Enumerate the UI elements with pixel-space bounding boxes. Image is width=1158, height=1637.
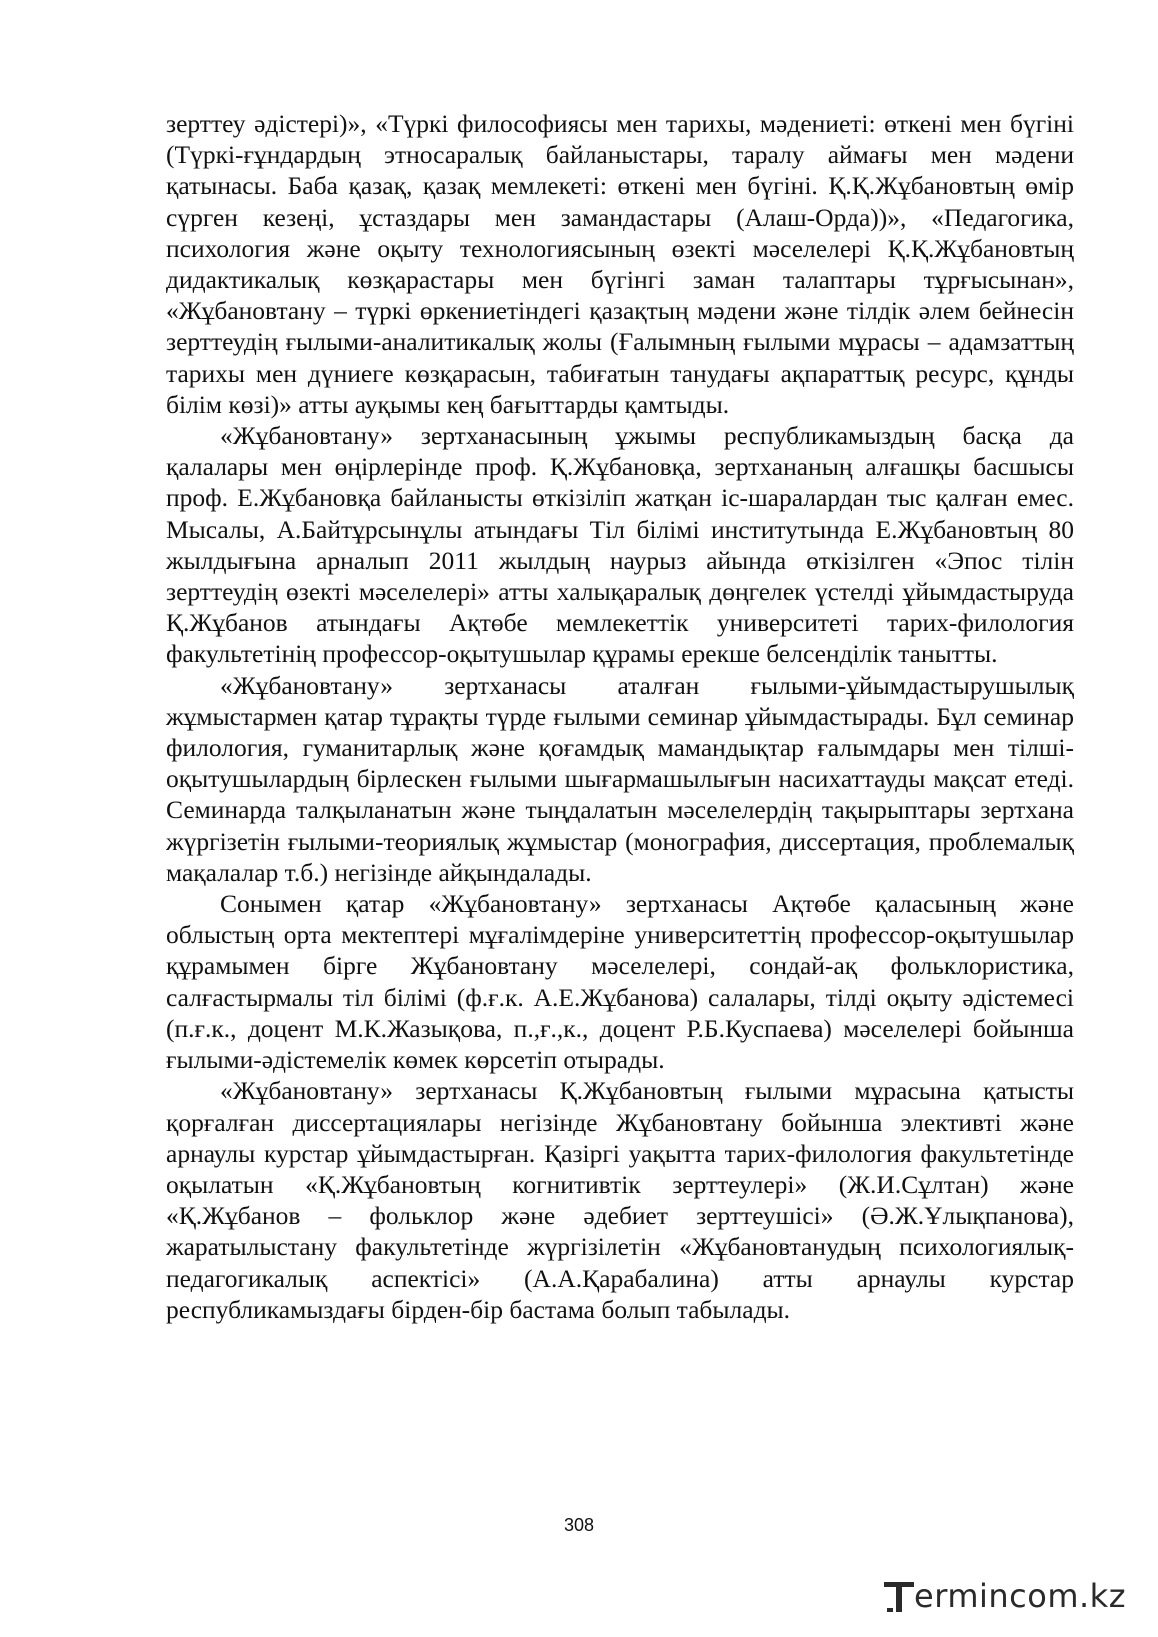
- paragraph-5: «Жұбановтану» зертханасы Қ.Жұбановтың ғылыми мұрасына қатысты қорғалған диссертациялары негізінде Жұбановтану бойынша элективті және арнаулы курстар ұйымдастырған. Қазіргі уақытта тарих-филология факультетінде оқылатын «Қ.Жұбановтың когнитивтік зерттеулері» (Ж.И.Сұлтан) және «Қ.Жұбанов – фольклор және әдебиет зерттеушісі» (Ә.Ж.Ұлықпанова), жаратылыстану факультетінде жүргізілетін «Жұбановтанудың психологиялық-педагогикалық аспектісі» (А.А.Қарабалина) атты арнаулы курстар республикамыздағы бірден-бір бастама болып табылады.: [166, 1076, 1074, 1324]
- paragraph-4: Сонымен қатар «Жұбановтану» зертханасы Ақтөбе қаласының және облыстың орта мектептері мұғалімдеріне университеттің профессор-оқытушылар құрамымен бірге Жұбановтану мәселелері, сондай-ақ фольклористика, салғастырмалы тіл білімі (ф.ғ.к. А.Е.Жұбанова) салалары, тілді оқыту әдістемесі (п.ғ.к., доцент М.К.Жазықова, п.,ғ.,к., доцент Р.Б.Куспаева) мәселелері бойынша ғылыми-әдістемелік көмек көрсетіп отырады.: [166, 889, 1074, 1075]
- watermark-text-main: ermincom: [914, 1577, 1079, 1615]
- page-number: 308: [563, 1515, 595, 1535]
- watermark-text: [914, 1577, 1126, 1615]
- termincom-logo-icon: [884, 1576, 914, 1616]
- document-body: [166, 108, 1074, 1325]
- paragraph-3: «Жұбановтану» зертханасы аталған ғылыми-ұйымдастырушылық жұмыстармен қатар тұрақты түрде ғылыми семинар ұйымдастырады. Бұл семинар филология, гуманитарлық және қоғамдық мамандықтар ғалымдары мен тілші-оқытушылардың бірлескен ғылыми шығармашылығын насихаттауды мақсат етеді. Семинарда талқыланатын және тыңдалатын мәселелердің тақырыптары зертхана жүргізетін ғылыми-теориялық жұмыстар (монография, диссертация, проблемалық мақалалар т.б.) негізінде айқындалады.: [166, 670, 1074, 887]
- paragraph-1: зерттеу әдістері)», «Түркі философиясы мен тарихы, мәдениеті: өткені мен бүгіні (Түркі-ғұндардың этносаралық байланыстары, таралу аймағы мен мәдени қатынасы. Баба қазақ, қазақ мемлекеті: өткені мен бүгіні. Қ.Қ.Жұбановтың өмір сүрген кезеңі, ұстаздары мен замандастары (Алаш-Орда))», «Педагогика, психология және оқыту технологиясының өзекті мәселелері Қ.Қ.Жұбановтың дидактикалық көзқарастары мен бүгінгі заман талаптары тұрғысынан», «Жұбановтану – түркі өркениетіндегі қазақтың мәдени және тілдік әлем бейнесін зерттеудің ғылыми-аналитикалық жолы (Ғалымның ғылыми мұрасы – адамзаттың тарихы мен дүниеге көзқарасын, табиғатын танудағы ақпараттық ресурс, құнды білім көзі)» атты ауқымы кең бағыттарды қамтыды.: [166, 109, 1074, 419]
- watermark-text-domain: .kz: [1079, 1577, 1126, 1615]
- paragraph-2: «Жұбановтану» зертханасының ұжымы республикамыздың басқа да қалалары мен өңірлерінде проф. Қ.Жұбановқа, зертхананың алғашқы басшысы проф. Е.Жұбановқа байланысты өткізіліп жатқан іс-шаралардан тыс қалған емес. Мысалы, А.Байтұрсынұлы атындағы Тіл білімі институтында Е.Жұбановтың 80 жылдығына арналып 2011 жылдың наурыз айында өткізілген «Эпос тілін зерттеудің өзекті мәселелері» атты халықаралық дөңгелек үстелді ұйымдастыруда Қ.Жұбанов атындағы Ақтөбе мемлекеттік университеті тарих-филология факультетінің профессор-оқытушылар құрамы ерекше белсенділік танытты.: [166, 421, 1074, 669]
- termincom-watermark: [884, 1576, 1126, 1616]
